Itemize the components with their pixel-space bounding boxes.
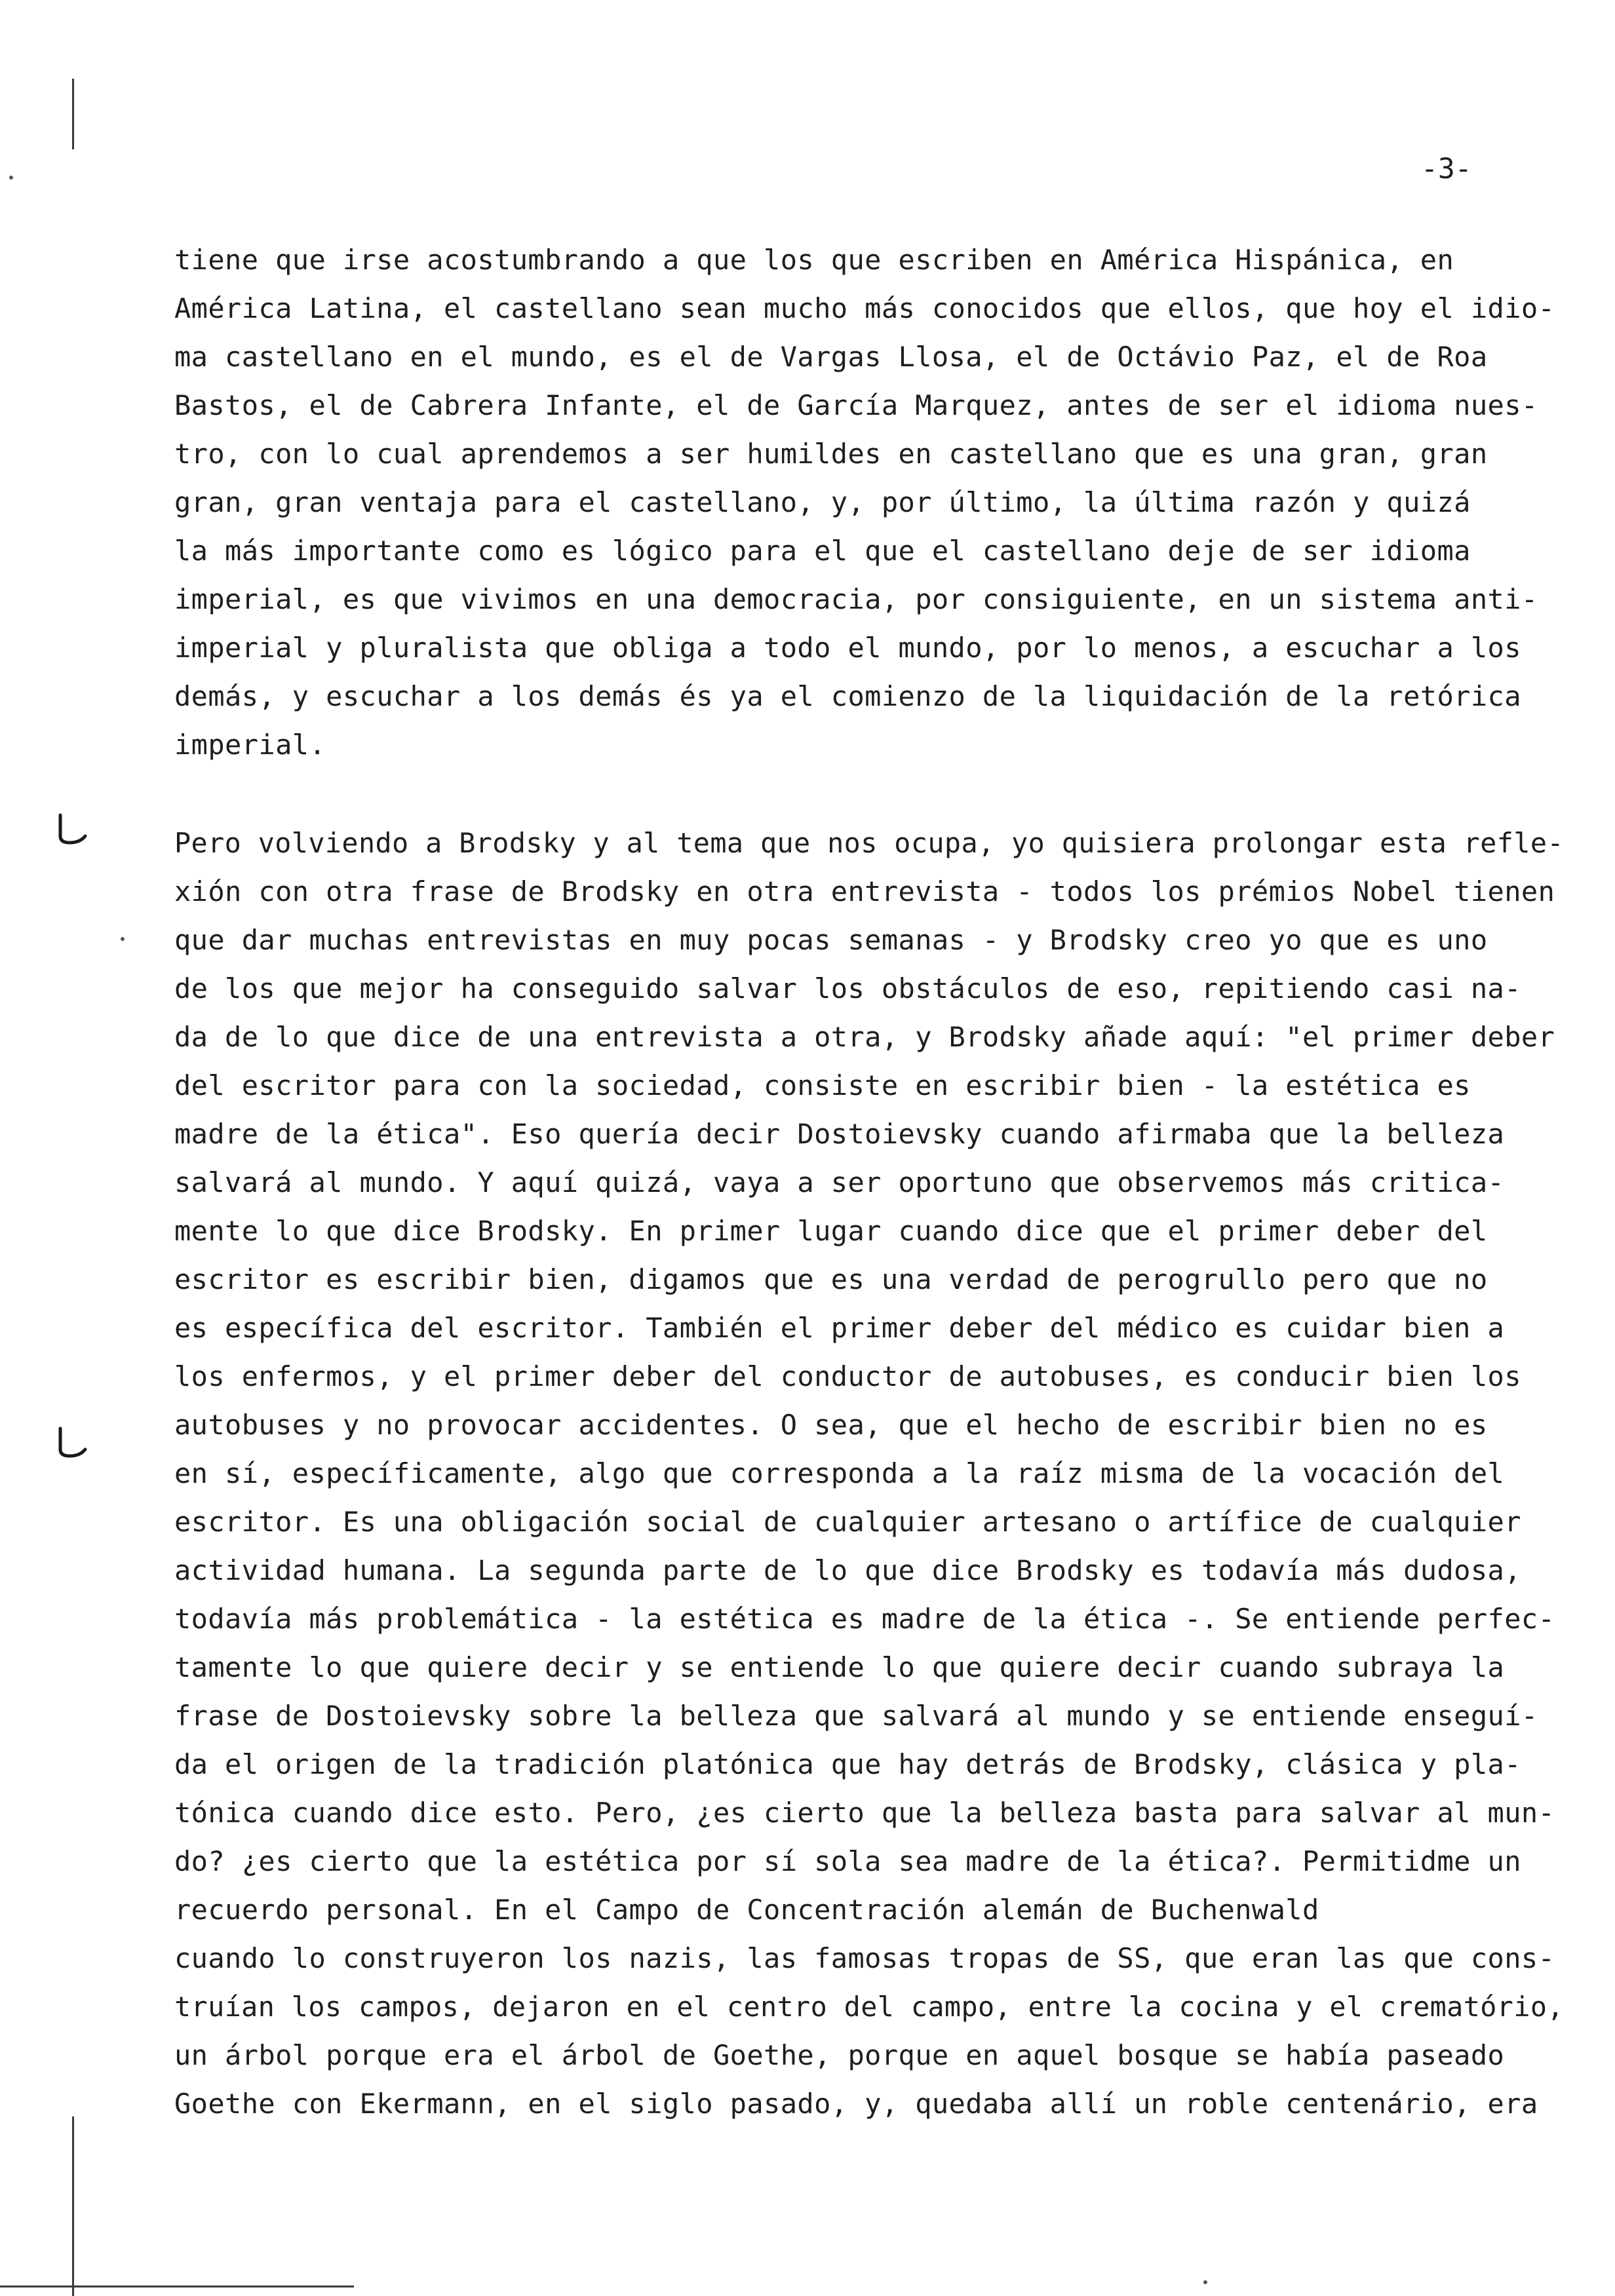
margin-speck bbox=[121, 937, 125, 941]
text-line: del escritor para con la sociedad, consiste en escribir bien - la estética es bbox=[174, 1069, 1471, 1101]
text-line: madre de la ética". Eso quería decir Dostoievsky cuando afirmaba que la belleza bbox=[174, 1118, 1505, 1150]
bottom-edge-line bbox=[0, 2286, 354, 2287]
text-line: en sí, específicamente, algo que corresponda a la raíz misma de la vocación del bbox=[174, 1457, 1505, 1489]
text-line: tamente lo que quiere decir y se entiende lo que quiere decir cuando subraya la bbox=[174, 1651, 1505, 1683]
text-line: de los que mejor ha conseguido salvar los obstáculos de eso, repitiendo casi na- bbox=[174, 972, 1521, 1004]
text-line: xión con otra frase de Brodsky en otra entrevista - todos los prémios Nobel tienen bbox=[174, 875, 1555, 908]
page-number: -3- bbox=[1421, 153, 1472, 185]
text-line: imperial. bbox=[174, 729, 326, 761]
text-line: que dar muchas entrevistas en muy pocas semanas - y Brodsky creo yo que es uno bbox=[174, 924, 1488, 956]
text-line: escritor es escribir bien, digamos que es una verdad de perogrullo pero que no bbox=[174, 1263, 1488, 1295]
text-line: recuerdo personal. En el Campo de Concentración alemán de Buchenwald bbox=[174, 1894, 1319, 1926]
margin-speck bbox=[9, 176, 13, 180]
paragraph-mark-icon bbox=[51, 813, 88, 847]
text-line: actividad humana. La segunda parte de lo que dice Brodsky es todavía más dudosa, bbox=[174, 1554, 1521, 1586]
text-line: los enfermos, y el primer deber del conductor de autobuses, es conducir bien los bbox=[174, 1360, 1521, 1392]
text-line: truían los campos, dejaron en el centro del campo, entre la cocina y el crematório, bbox=[174, 1991, 1564, 2023]
text-line: demás, y escuchar a los demás és ya el comienzo de la liquidación de la retórica bbox=[174, 680, 1521, 712]
text-line: Bastos, el de Cabrera Infante, el de García Marquez, antes de ser el idioma nues- bbox=[174, 389, 1538, 421]
text-line: Goethe con Ekermann, en el siglo pasado, y, quedaba allí un roble centenário, era bbox=[174, 2088, 1538, 2120]
text-line: la más importante como es lógico para el que el castellano deje de ser idioma bbox=[174, 535, 1471, 567]
left-margin-rule-bottom bbox=[72, 2116, 74, 2296]
text-line: da de lo que dice de una entrevista a otra, y Brodsky añade aquí: "el primer deber bbox=[174, 1021, 1555, 1053]
text-line: es específica del escritor. También el primer deber del médico es cuidar bien a bbox=[174, 1312, 1505, 1344]
text-line: autobuses y no provocar accidentes. O sea, que el hecho de escribir bien no es bbox=[174, 1409, 1488, 1441]
paragraph-mark-icon bbox=[51, 1426, 88, 1460]
text-line: do? ¿es cierto que la estética por sí sola sea madre de la ética?. Permitidme un bbox=[174, 1845, 1521, 1877]
text-line: imperial, es que vivimos en una democracia, por consiguiente, en un sistema anti- bbox=[174, 583, 1538, 615]
text-line: Pero volviendo a Brodsky y al tema que nos ocupa, yo quisiera prolongar esta refle- bbox=[174, 827, 1564, 859]
bottom-speck bbox=[1203, 2280, 1207, 2284]
text-line: gran, gran ventaja para el castellano, y, por último, la última razón y quizá bbox=[174, 486, 1471, 518]
text-line: todavía más problemática - la estética es madre de la ética -. Se entiende perfec- bbox=[174, 1603, 1555, 1635]
text-line: ma castellano en el mundo, es el de Vargas Llosa, el de Octávio Paz, el de Roa bbox=[174, 341, 1488, 373]
text-line: imperial y pluralista que obliga a todo el mundo, por lo menos, a escuchar a los bbox=[174, 632, 1521, 664]
text-line: tro, con lo cual aprendemos a ser humildes en castellano que es una gran, gran bbox=[174, 438, 1488, 470]
text-line: da el origen de la tradición platónica que hay detrás de Brodsky, clásica y pla- bbox=[174, 1748, 1521, 1780]
text-line: escritor. Es una obligación social de cualquier artesano o artífice de cualquier bbox=[174, 1506, 1521, 1538]
text-line: América Latina, el castellano sean mucho más conocidos que ellos, que hoy el idio- bbox=[174, 292, 1555, 324]
text-line: frase de Dostoievsky sobre la belleza que salvará al mundo y se entiende enseguí- bbox=[174, 1700, 1538, 1732]
left-margin-rule-top bbox=[72, 79, 74, 149]
text-line: mente lo que dice Brodsky. En primer lugar cuando dice que el primer deber del bbox=[174, 1215, 1488, 1247]
text-line: un árbol porque era el árbol de Goethe, porque en aquel bosque se había paseado bbox=[174, 2039, 1505, 2071]
text-line: tónica cuando dice esto. Pero, ¿es cierto que la belleza basta para salvar al mun- bbox=[174, 1797, 1555, 1829]
text-line: salvará al mundo. Y aquí quizá, vaya a ser oportuno que observemos más critica- bbox=[174, 1166, 1505, 1198]
text-line: tiene que irse acostumbrando a que los que escriben en América Hispánica, en bbox=[174, 244, 1454, 276]
text-line: cuando lo construyeron los nazis, las famosas tropas de SS, que eran las que cons- bbox=[174, 1942, 1555, 1974]
